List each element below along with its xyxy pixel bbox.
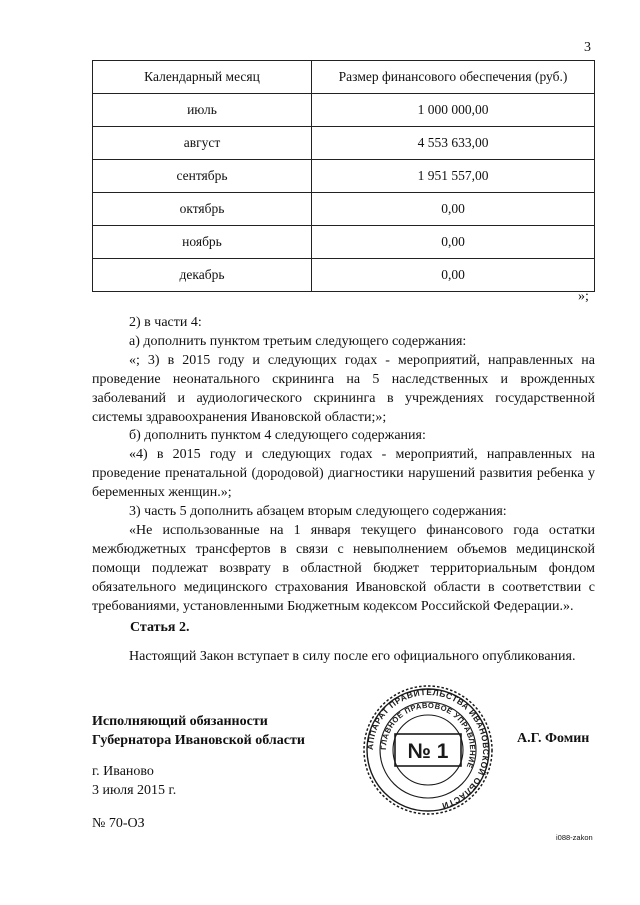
month-cell: октябрь <box>93 193 312 226</box>
city: г. Иваново <box>92 764 154 779</box>
table-row <box>93 94 595 127</box>
paragraph: а) дополнить пунктом третьим следующего содержания: <box>129 333 467 349</box>
signer-name: А.Г. Фомин <box>517 731 590 746</box>
amount-cell: 4 553 633,00 <box>312 127 595 160</box>
amount-cell: 0,00 <box>312 226 595 259</box>
table-row <box>93 160 595 193</box>
amendment-text <box>92 314 595 617</box>
table-closing-quote: »; <box>578 289 589 304</box>
month-cell: ноябрь <box>93 226 312 259</box>
table-row <box>93 193 595 226</box>
stamp-inner-text: ГЛАВНОЕ ПРАВОВОЕ УПРАВЛЕНИЕ <box>378 700 478 770</box>
signer-title-line: Губернатора Ивановской области <box>92 733 305 748</box>
column-header-month: Календарный месяц <box>93 61 312 94</box>
column-header-amount: Размер финансового обеспечения (руб.) <box>312 61 595 94</box>
official-stamp <box>362 684 494 816</box>
table-row <box>93 259 595 292</box>
paragraph: «4) в 2015 году и следующих годах - мероприятий, направленных на проведение пренатальной (дородовой) диагностики нарушений развития ребенка у беременных женщин.»; <box>92 447 595 501</box>
article-text: Настоящий Закон вступает в силу после его официального опубликования. <box>129 649 576 664</box>
article-title: Статья 2. <box>130 620 190 635</box>
table-header-row <box>93 61 595 94</box>
date: 3 июля 2015 г. <box>92 783 177 798</box>
paragraph: 2) в части 4: <box>129 315 202 330</box>
place-and-date <box>92 762 176 800</box>
paragraph: «; 3) в 2015 году и следующих годах - мероприятий, направленных на проведение неонатального скрининга на 5 наследственных и врожденных заболеваний и аудиологического скрининга в учреждениях государственной системы здравоохранения Ивановской области;»; <box>92 352 595 425</box>
signer-title <box>92 712 305 750</box>
page-number: 3 <box>584 40 591 55</box>
paragraph: 3) часть 5 дополнить абзацем вторым следующего содержания: <box>129 504 507 520</box>
amount-cell: 0,00 <box>312 259 595 292</box>
amount-cell: 1 951 557,00 <box>312 160 595 193</box>
paragraph: б) дополнить пунктом 4 следующего содержания: <box>129 428 426 444</box>
month-cell: июль <box>93 94 312 127</box>
document-code: i088-zakon <box>556 833 593 842</box>
financing-table <box>92 60 595 292</box>
table-row <box>93 127 595 160</box>
signer-title-line: Исполняющий обязанности <box>92 714 268 729</box>
month-cell: декабрь <box>93 259 312 292</box>
paragraph: «Не использованные на 1 января текущего финансового года остатки межбюджетных трансфертов в связи с невыполнением объемов медицинской помощи подлежат возврату в областной бюджет территориальным фондом обязательного медицинского страхования Ивановской области в соответствии с требованиями, установленными Бюджетным кодексом Российской Федерации.». <box>92 522 595 614</box>
month-cell: сентябрь <box>93 160 312 193</box>
amount-cell: 1 000 000,00 <box>312 94 595 127</box>
amount-cell: 0,00 <box>312 193 595 226</box>
month-cell: август <box>93 127 312 160</box>
table-row <box>93 226 595 259</box>
stamp-outer-text: АППАРАТ ПРАВИТЕЛЬСТВА ИВАНОВСКОЙ ОБЛАСТИ <box>364 686 492 812</box>
stamp-number: № 1 <box>407 740 449 763</box>
law-number: № 70-ОЗ <box>92 816 145 831</box>
